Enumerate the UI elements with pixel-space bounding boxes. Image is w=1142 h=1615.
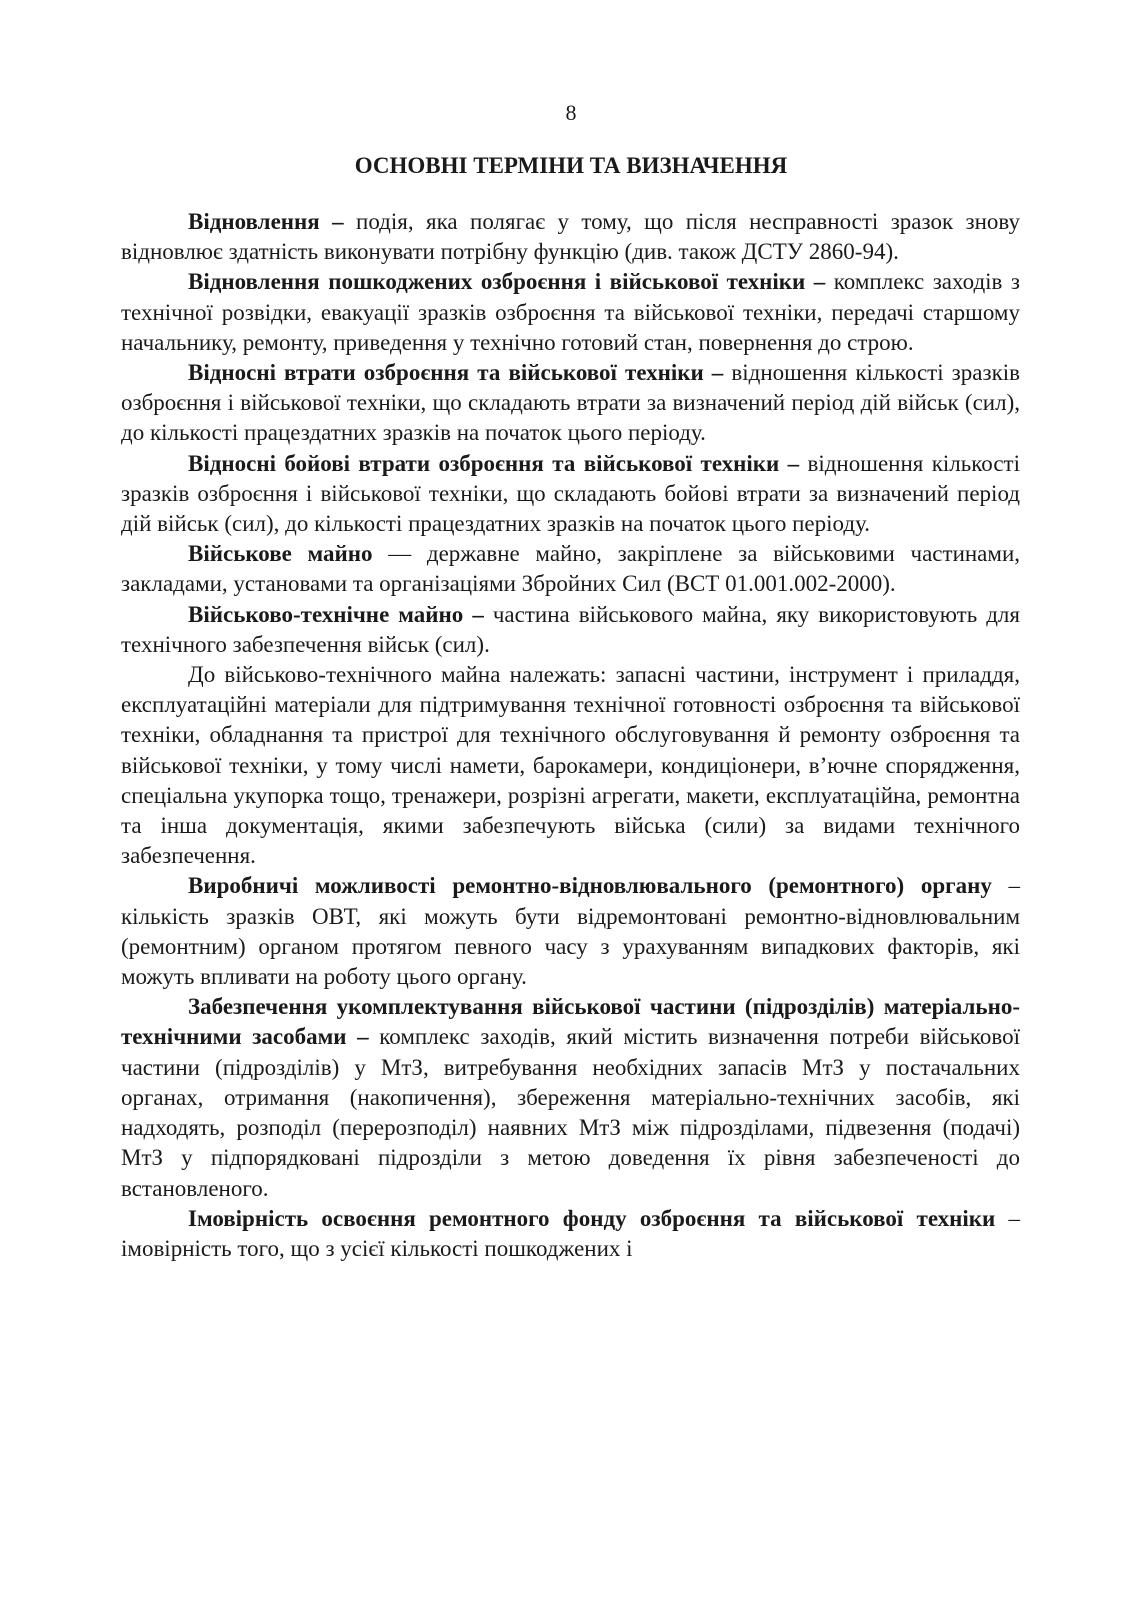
definition-paragraph	[121, 207, 1020, 267]
definition-text: подія, яка полягає у тому, що після несправності зразок знову відновлює здатність виконувати потрібну функцію (див. також ДСТУ 2860-94).	[121, 209, 1020, 265]
definition-term: Військово-технічне майно –	[188, 601, 484, 627]
definition-text: – кількість зразків ОВТ, які можуть бути відремонтовані ремонтно-відновлювальним (ремонтним) органом протягом певного часу з урахуванням випадкових факторів, які можуть впливати на роботу цього органу.	[121, 873, 1020, 990]
definition-text: комплекс заходів, який містить визначення потреби військової частини (підрозділів) у МтЗ, витребування необхідних запасів МтЗ у постачальних органах, отримання (накопичення), збереження матеріально-технічних засобів, які надходять, розподіл (перерозподіл) наявних МтЗ між підрозділами, підвезення (подачі) МтЗ у підпорядковані підрозділи з метою доведення їх рівня забезпеченості до встановленого.	[121, 1024, 1021, 1201]
definition-term: Військове майно	[188, 541, 373, 567]
definition-term: Відносні втрати озброєння та військової техніки –	[188, 360, 724, 386]
definition-paragraph	[121, 600, 1020, 660]
definition-term: Виробничі можливості ремонтно-відновлювального (ремонтного) органу	[188, 873, 992, 899]
definition-text: – імовірність того, що з усієї кількості пошкоджених і	[121, 1205, 1020, 1261]
definition-term: Імовірність освоєння ремонтного фонду озброєння та військової техніки	[188, 1205, 996, 1231]
definition-paragraph	[121, 1204, 1020, 1264]
definition-paragraph	[121, 871, 1020, 992]
definition-text: відношення кількості зразків озброєння і військової техніки, що складають втрати за визначений період дій військ (сил), до кількості працездатних зразків на початок цього періоду.	[121, 360, 1020, 446]
definition-text: частина військового майна, яку використовують для технічного забезпечення військ (сил).	[121, 601, 1020, 657]
definition-term: Відновлення –	[188, 209, 344, 234]
page-title: ОСНОВНІ ТЕРМІНИ ТА ВИЗНАЧЕННЯ	[354, 153, 788, 178]
definition-paragraph	[121, 449, 1020, 540]
definition-text: — державне майно, закріплене за військовими частинами, закладами, установами та організаціями Збройних Сил (ВСТ 01.001.002-2000).	[121, 541, 1021, 597]
definition-text: відношення кількості зразків озброєння і військової техніки, що складають бойові втрати за визначений період дій військ (сил), до кількості працездатних зразків на початок цього періоду.	[121, 450, 1020, 537]
definition-paragraph	[121, 992, 1020, 1203]
definition-term: Забезпечення укомплектування військової частини (підрозділів) матеріально-технічними засобами –	[121, 994, 1020, 1050]
definition-term: Відновлення пошкоджених озброєння і військової техніки –	[188, 269, 826, 295]
definition-paragraph	[121, 267, 1020, 358]
definition-text: До військово-технічного майна належать: запасні частини, інструмент і приладдя, експлуатаційні матеріали для підтримування технічної готовності озброєння та військової техніки, обладнання та пристрої для технічного обслуговування й ремонту озброєння та військової техніки, у тому числі намети, барокамери, кондиціонери, в’ючне спорядження, спеціальна укупорка тощо, тренажери, розрізні агрегати, макети, експлуатаційна, ремонтна та інша документація, якими забезпечують війська (сили) за видами технічного забезпечення.	[121, 662, 1020, 869]
page-number: 8	[565, 100, 577, 125]
definition-text: комплекс заходів з технічної розвідки, евакуації зразків озброєння та військової техніки, передачі старшому начальнику, ремонту, приведення у технічно готовий стан, повернення до строю.	[121, 269, 1020, 355]
definitions-list	[121, 207, 1020, 1264]
body-paragraph	[121, 660, 1020, 871]
definition-paragraph	[121, 358, 1020, 449]
definition-term: Відносні бойові втрати озброєння та військової техніки –	[188, 450, 800, 476]
definition-paragraph	[121, 539, 1020, 599]
